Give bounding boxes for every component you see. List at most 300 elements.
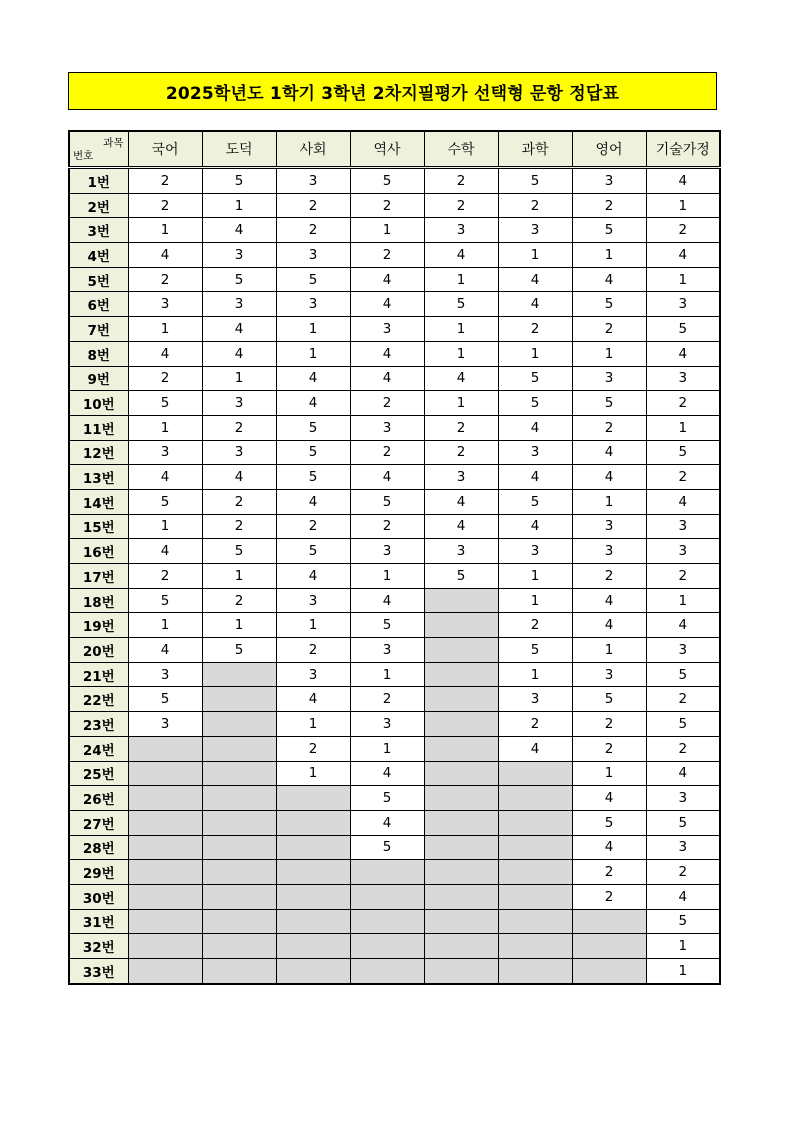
answer-cell: 2 xyxy=(498,193,572,218)
empty-cell xyxy=(498,884,572,909)
empty-cell xyxy=(202,934,276,959)
question-number: 20번 xyxy=(69,638,128,663)
answer-cell: 3 xyxy=(572,168,646,194)
question-number: 11번 xyxy=(69,415,128,440)
empty-cell xyxy=(128,860,202,885)
empty-cell xyxy=(350,909,424,934)
answer-cell: 2 xyxy=(350,440,424,465)
answer-cell: 4 xyxy=(572,465,646,490)
question-number: 10번 xyxy=(69,391,128,416)
answer-cell: 5 xyxy=(498,391,572,416)
question-number: 29번 xyxy=(69,860,128,885)
answer-cell: 5 xyxy=(202,168,276,194)
answer-cell: 3 xyxy=(276,168,350,194)
empty-cell xyxy=(128,884,202,909)
answer-cell: 1 xyxy=(350,218,424,243)
answer-cell: 3 xyxy=(572,539,646,564)
answer-cell: 2 xyxy=(572,193,646,218)
answer-cell: 5 xyxy=(276,267,350,292)
answer-cell: 1 xyxy=(276,712,350,737)
answer-cell: 3 xyxy=(646,292,720,317)
answer-cell: 1 xyxy=(350,564,424,589)
answer-cell: 5 xyxy=(350,489,424,514)
answer-cell: 5 xyxy=(128,588,202,613)
answer-cell: 3 xyxy=(276,662,350,687)
empty-cell xyxy=(424,613,498,638)
answer-cell: 3 xyxy=(646,835,720,860)
empty-cell xyxy=(128,810,202,835)
question-number: 14번 xyxy=(69,489,128,514)
answer-cell: 2 xyxy=(646,736,720,761)
answer-cell: 2 xyxy=(350,514,424,539)
answer-cell: 1 xyxy=(572,638,646,663)
answer-cell: 3 xyxy=(572,514,646,539)
question-number: 2번 xyxy=(69,193,128,218)
question-number: 33번 xyxy=(69,959,128,984)
subject-header: 역사 xyxy=(350,131,424,168)
answer-cell: 4 xyxy=(572,835,646,860)
subject-header: 기술가정 xyxy=(646,131,720,168)
answer-cell: 5 xyxy=(646,712,720,737)
answer-table xyxy=(68,130,721,985)
empty-cell xyxy=(350,934,424,959)
answer-cell: 2 xyxy=(572,860,646,885)
answer-cell: 4 xyxy=(350,465,424,490)
answer-cell: 4 xyxy=(646,168,720,194)
empty-cell xyxy=(276,909,350,934)
question-number: 22번 xyxy=(69,687,128,712)
empty-cell xyxy=(276,810,350,835)
answer-cell: 2 xyxy=(646,391,720,416)
answer-cell: 4 xyxy=(350,366,424,391)
empty-cell xyxy=(202,884,276,909)
answer-cell: 4 xyxy=(128,539,202,564)
empty-cell xyxy=(424,860,498,885)
answer-cell: 3 xyxy=(424,218,498,243)
answer-cell: 1 xyxy=(276,761,350,786)
answer-cell: 5 xyxy=(350,168,424,194)
answer-cell: 4 xyxy=(646,489,720,514)
empty-cell xyxy=(276,884,350,909)
answer-cell: 2 xyxy=(128,168,202,194)
empty-cell xyxy=(424,884,498,909)
corner-subject-label: 과목 xyxy=(103,137,124,149)
answer-cell: 3 xyxy=(128,712,202,737)
answer-cell: 5 xyxy=(276,465,350,490)
answer-cell: 4 xyxy=(276,687,350,712)
answer-cell: 5 xyxy=(276,440,350,465)
answer-cell: 2 xyxy=(498,712,572,737)
table-row xyxy=(69,292,720,317)
header-row xyxy=(69,131,720,168)
answer-cell: 1 xyxy=(498,564,572,589)
answer-cell: 5 xyxy=(646,440,720,465)
empty-cell xyxy=(202,662,276,687)
answer-cell: 4 xyxy=(572,440,646,465)
table-row xyxy=(69,959,720,984)
corner-number-label: 번호 xyxy=(73,150,94,162)
answer-cell: 3 xyxy=(276,292,350,317)
answer-cell: 2 xyxy=(572,736,646,761)
answer-cell: 2 xyxy=(572,564,646,589)
table-row xyxy=(69,662,720,687)
answer-cell: 3 xyxy=(276,588,350,613)
answer-cell: 2 xyxy=(128,564,202,589)
answer-cell: 3 xyxy=(572,662,646,687)
empty-cell xyxy=(276,959,350,984)
empty-cell xyxy=(424,835,498,860)
empty-cell xyxy=(424,638,498,663)
table-row xyxy=(69,687,720,712)
empty-cell xyxy=(202,712,276,737)
table-row xyxy=(69,267,720,292)
answer-cell: 4 xyxy=(646,341,720,366)
answer-cell: 2 xyxy=(350,391,424,416)
answer-cell: 1 xyxy=(202,193,276,218)
answer-cell: 5 xyxy=(572,391,646,416)
answer-cell: 3 xyxy=(498,539,572,564)
answer-cell: 1 xyxy=(128,218,202,243)
answer-cell: 3 xyxy=(128,662,202,687)
table-row xyxy=(69,934,720,959)
table-row xyxy=(69,489,720,514)
answer-cell: 2 xyxy=(424,168,498,194)
answer-cell: 1 xyxy=(350,662,424,687)
question-number: 16번 xyxy=(69,539,128,564)
empty-cell xyxy=(350,884,424,909)
question-number: 8번 xyxy=(69,341,128,366)
answer-cell: 1 xyxy=(498,341,572,366)
answer-cell: 4 xyxy=(128,341,202,366)
answer-cell: 4 xyxy=(498,514,572,539)
answer-cell: 1 xyxy=(202,366,276,391)
answer-cell: 3 xyxy=(646,539,720,564)
answer-cell: 2 xyxy=(646,564,720,589)
answer-cell: 3 xyxy=(646,786,720,811)
table-row xyxy=(69,909,720,934)
answer-cell: 4 xyxy=(202,317,276,342)
question-number: 27번 xyxy=(69,810,128,835)
answer-cell: 3 xyxy=(646,638,720,663)
question-number: 21번 xyxy=(69,662,128,687)
table-row xyxy=(69,465,720,490)
question-number: 5번 xyxy=(69,267,128,292)
answer-cell: 5 xyxy=(350,835,424,860)
empty-cell xyxy=(350,860,424,885)
table-row xyxy=(69,391,720,416)
answer-cell: 5 xyxy=(646,662,720,687)
table-row xyxy=(69,317,720,342)
answer-cell: 3 xyxy=(498,687,572,712)
answer-cell: 5 xyxy=(424,564,498,589)
answer-cell: 3 xyxy=(202,440,276,465)
question-number: 19번 xyxy=(69,613,128,638)
answer-cell: 2 xyxy=(276,218,350,243)
question-number: 24번 xyxy=(69,736,128,761)
answer-cell: 4 xyxy=(276,489,350,514)
empty-cell xyxy=(498,860,572,885)
answer-cell: 3 xyxy=(202,391,276,416)
empty-cell xyxy=(424,959,498,984)
table-row xyxy=(69,588,720,613)
subject-header: 국어 xyxy=(128,131,202,168)
table-row xyxy=(69,564,720,589)
answer-cell: 4 xyxy=(128,243,202,268)
table-row xyxy=(69,539,720,564)
question-number: 1번 xyxy=(69,168,128,194)
answer-cell: 5 xyxy=(128,489,202,514)
answer-cell: 4 xyxy=(424,514,498,539)
answer-cell: 2 xyxy=(128,366,202,391)
empty-cell xyxy=(128,934,202,959)
answer-cell: 5 xyxy=(646,909,720,934)
empty-cell xyxy=(202,761,276,786)
answer-cell: 5 xyxy=(498,489,572,514)
subject-header: 과학 xyxy=(498,131,572,168)
answer-cell: 3 xyxy=(350,317,424,342)
answer-cell: 1 xyxy=(424,341,498,366)
answer-cell: 3 xyxy=(350,638,424,663)
empty-cell xyxy=(202,687,276,712)
answer-cell: 1 xyxy=(646,934,720,959)
table-row xyxy=(69,613,720,638)
empty-cell xyxy=(276,835,350,860)
empty-cell xyxy=(424,662,498,687)
empty-cell xyxy=(202,835,276,860)
table-row xyxy=(69,638,720,663)
answer-cell: 5 xyxy=(350,786,424,811)
empty-cell xyxy=(276,860,350,885)
empty-cell xyxy=(202,786,276,811)
table-row xyxy=(69,514,720,539)
answer-cell: 4 xyxy=(424,366,498,391)
empty-cell xyxy=(498,761,572,786)
answer-table-body xyxy=(69,168,720,984)
answer-cell: 2 xyxy=(646,687,720,712)
table-row xyxy=(69,415,720,440)
answer-cell: 4 xyxy=(128,638,202,663)
answer-cell: 3 xyxy=(498,440,572,465)
answer-cell: 5 xyxy=(424,292,498,317)
table-row xyxy=(69,736,720,761)
answer-cell: 1 xyxy=(350,736,424,761)
answer-cell: 4 xyxy=(202,465,276,490)
question-number: 31번 xyxy=(69,909,128,934)
empty-cell xyxy=(424,934,498,959)
question-number: 3번 xyxy=(69,218,128,243)
question-number: 7번 xyxy=(69,317,128,342)
answer-cell: 4 xyxy=(572,588,646,613)
answer-cell: 1 xyxy=(646,959,720,984)
answer-cell: 1 xyxy=(572,243,646,268)
empty-cell xyxy=(572,934,646,959)
answer-cell: 5 xyxy=(572,218,646,243)
subject-header: 도덕 xyxy=(202,131,276,168)
corner-header xyxy=(69,131,128,168)
answer-cell: 4 xyxy=(646,761,720,786)
answer-cell: 2 xyxy=(276,193,350,218)
empty-cell xyxy=(498,810,572,835)
answer-cell: 2 xyxy=(646,860,720,885)
table-row xyxy=(69,835,720,860)
answer-cell: 2 xyxy=(202,588,276,613)
answer-cell: 2 xyxy=(572,317,646,342)
empty-cell xyxy=(424,588,498,613)
table-row xyxy=(69,884,720,909)
answer-cell: 4 xyxy=(424,243,498,268)
question-number: 12번 xyxy=(69,440,128,465)
answer-cell: 4 xyxy=(350,810,424,835)
answer-cell: 4 xyxy=(498,465,572,490)
answer-cell: 2 xyxy=(276,736,350,761)
empty-cell xyxy=(424,761,498,786)
answer-cell: 4 xyxy=(276,564,350,589)
answer-cell: 2 xyxy=(350,687,424,712)
answer-cell: 1 xyxy=(572,341,646,366)
answer-cell: 4 xyxy=(572,613,646,638)
answer-cell: 4 xyxy=(498,415,572,440)
answer-cell: 2 xyxy=(424,440,498,465)
question-number: 6번 xyxy=(69,292,128,317)
table-row xyxy=(69,440,720,465)
answer-cell: 2 xyxy=(202,415,276,440)
answer-cell: 1 xyxy=(424,391,498,416)
empty-cell xyxy=(424,687,498,712)
empty-cell xyxy=(202,810,276,835)
empty-cell xyxy=(424,909,498,934)
answer-cell: 1 xyxy=(572,489,646,514)
empty-cell xyxy=(202,860,276,885)
answer-cell: 5 xyxy=(202,267,276,292)
answer-cell: 2 xyxy=(572,712,646,737)
answer-cell: 5 xyxy=(276,415,350,440)
answer-cell: 3 xyxy=(350,712,424,737)
answer-cell: 1 xyxy=(276,317,350,342)
answer-cell: 1 xyxy=(276,613,350,638)
table-row xyxy=(69,341,720,366)
table-row xyxy=(69,168,720,194)
answer-cell: 4 xyxy=(646,613,720,638)
answer-cell: 5 xyxy=(572,687,646,712)
answer-cell: 5 xyxy=(498,366,572,391)
answer-cell: 2 xyxy=(276,514,350,539)
answer-cell: 4 xyxy=(498,736,572,761)
answer-cell: 3 xyxy=(128,292,202,317)
answer-cell: 5 xyxy=(572,292,646,317)
empty-cell xyxy=(498,959,572,984)
empty-cell xyxy=(498,786,572,811)
question-number: 28번 xyxy=(69,835,128,860)
answer-cell: 5 xyxy=(202,638,276,663)
answer-cell: 2 xyxy=(350,243,424,268)
answer-cell: 3 xyxy=(350,415,424,440)
answer-cell: 3 xyxy=(202,292,276,317)
answer-cell: 3 xyxy=(424,539,498,564)
answer-cell: 3 xyxy=(350,539,424,564)
answer-cell: 3 xyxy=(572,366,646,391)
answer-cell: 2 xyxy=(646,218,720,243)
empty-cell xyxy=(498,934,572,959)
table-row xyxy=(69,193,720,218)
answer-cell: 3 xyxy=(646,514,720,539)
answer-cell: 5 xyxy=(276,539,350,564)
answer-cell: 2 xyxy=(646,465,720,490)
answer-cell: 2 xyxy=(572,884,646,909)
page-title: 2025학년도 1학기 3학년 2차지필평가 선택형 문항 정답표 xyxy=(68,72,717,110)
empty-cell xyxy=(276,786,350,811)
empty-cell xyxy=(572,959,646,984)
answer-cell: 2 xyxy=(350,193,424,218)
empty-cell xyxy=(350,959,424,984)
table-row xyxy=(69,860,720,885)
answer-cell: 4 xyxy=(202,341,276,366)
empty-cell xyxy=(424,810,498,835)
answer-cell: 4 xyxy=(350,341,424,366)
answer-cell: 1 xyxy=(498,662,572,687)
empty-cell xyxy=(202,736,276,761)
answer-cell: 3 xyxy=(646,366,720,391)
answer-cell: 5 xyxy=(498,638,572,663)
answer-cell: 4 xyxy=(276,366,350,391)
answer-cell: 2 xyxy=(128,193,202,218)
answer-cell: 5 xyxy=(202,539,276,564)
subject-header: 수학 xyxy=(424,131,498,168)
answer-cell: 5 xyxy=(498,168,572,194)
empty-cell xyxy=(424,736,498,761)
question-number: 26번 xyxy=(69,786,128,811)
question-number: 30번 xyxy=(69,884,128,909)
empty-cell xyxy=(572,909,646,934)
answer-cell: 5 xyxy=(128,391,202,416)
answer-cell: 1 xyxy=(128,514,202,539)
empty-cell xyxy=(202,959,276,984)
answer-cell: 2 xyxy=(424,415,498,440)
answer-cell: 1 xyxy=(276,341,350,366)
answer-cell: 4 xyxy=(202,218,276,243)
answer-cell: 2 xyxy=(498,317,572,342)
answer-cell: 1 xyxy=(202,564,276,589)
answer-cell: 4 xyxy=(128,465,202,490)
answer-cell: 2 xyxy=(128,267,202,292)
question-number: 13번 xyxy=(69,465,128,490)
table-row xyxy=(69,761,720,786)
question-number: 4번 xyxy=(69,243,128,268)
question-number: 23번 xyxy=(69,712,128,737)
answer-cell: 3 xyxy=(128,440,202,465)
answer-cell: 2 xyxy=(276,638,350,663)
empty-cell xyxy=(128,835,202,860)
empty-cell xyxy=(128,786,202,811)
empty-cell xyxy=(128,761,202,786)
empty-cell xyxy=(202,909,276,934)
answer-cell: 4 xyxy=(350,292,424,317)
question-number: 15번 xyxy=(69,514,128,539)
answer-cell: 2 xyxy=(202,514,276,539)
answer-cell: 1 xyxy=(646,588,720,613)
empty-cell xyxy=(128,959,202,984)
table-row xyxy=(69,366,720,391)
answer-cell: 1 xyxy=(646,415,720,440)
answer-cell: 4 xyxy=(646,884,720,909)
answer-cell: 4 xyxy=(498,267,572,292)
answer-cell: 5 xyxy=(646,317,720,342)
answer-cell: 1 xyxy=(128,415,202,440)
table-row xyxy=(69,243,720,268)
empty-cell xyxy=(424,786,498,811)
answer-cell: 2 xyxy=(572,415,646,440)
question-number: 17번 xyxy=(69,564,128,589)
answer-cell: 4 xyxy=(350,267,424,292)
